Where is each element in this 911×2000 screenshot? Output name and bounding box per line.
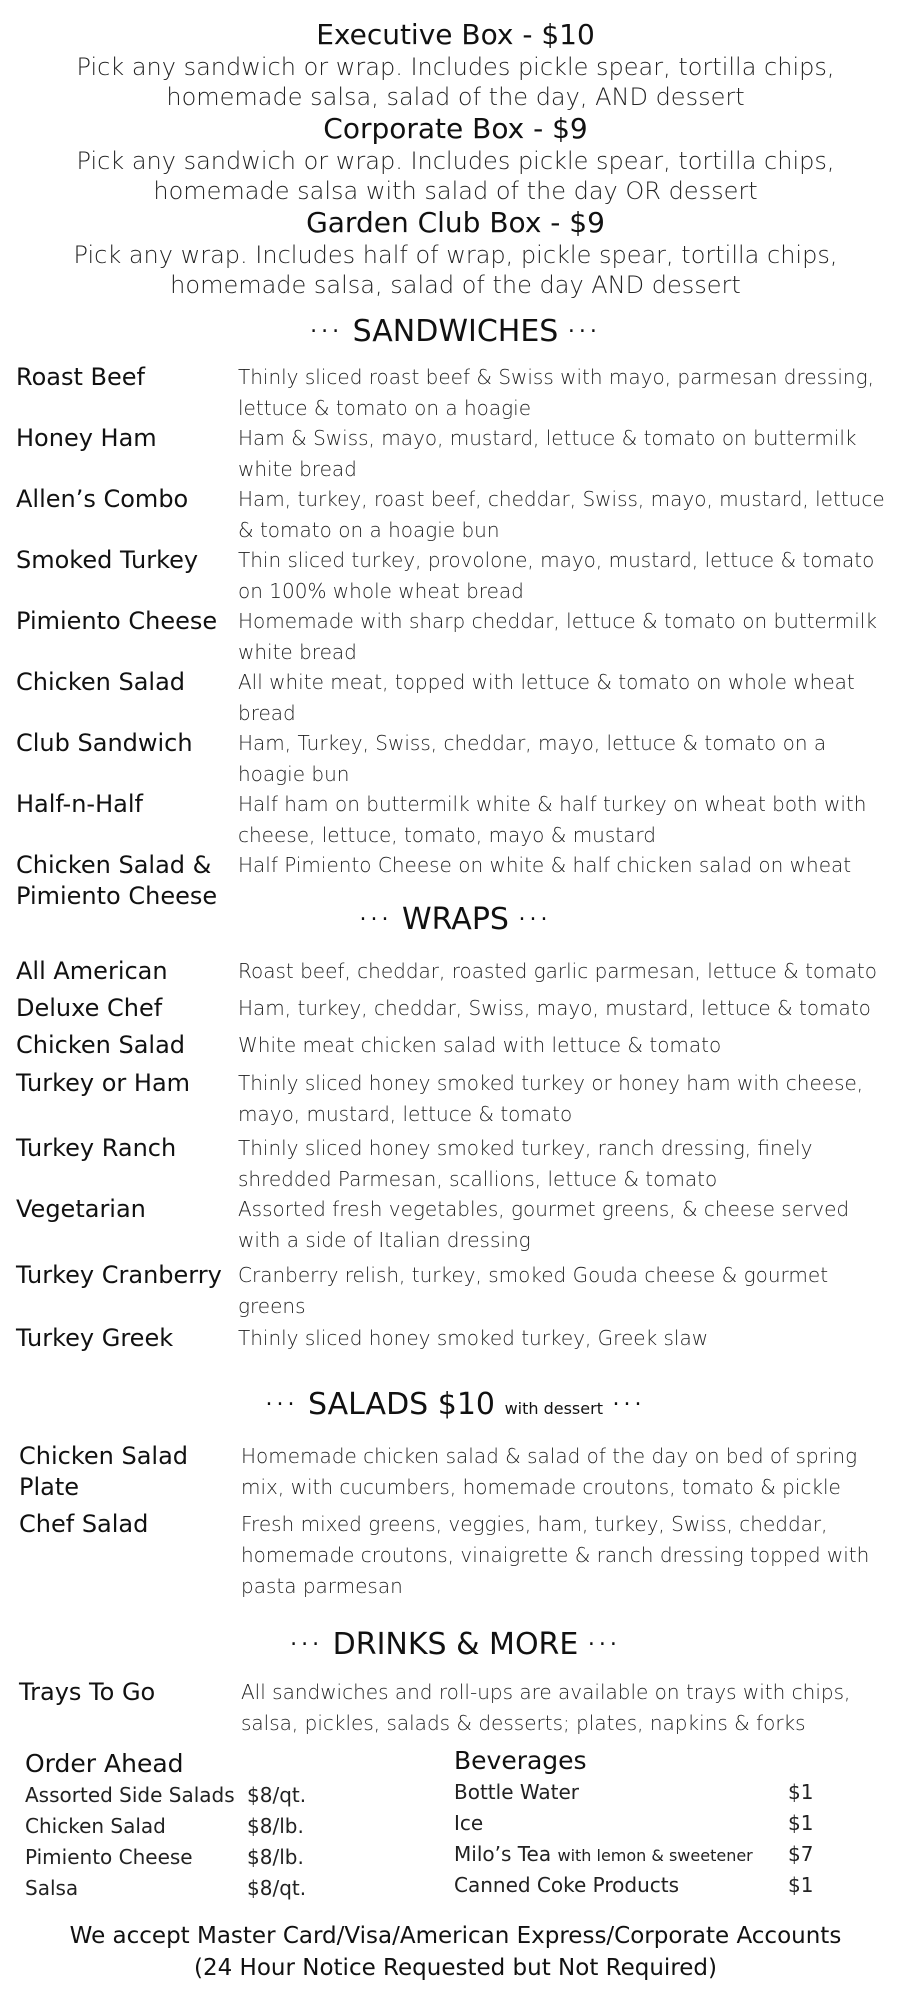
dots-left: ···: [290, 1632, 324, 1658]
garden-club-box: [0, 206, 911, 300]
item-desc: Ham, turkey, cheddar, Swiss, mayo, mustard, lettuce & tomato: [238, 996, 871, 1020]
beverage-item: [454, 1839, 753, 1871]
item-desc: Ham, Turkey, Swiss, cheddar, mayo, lettuce & tomato on a hoagie bun: [238, 731, 827, 786]
item-desc: Thinly sliced roast beef & Swiss with mayo, parmesan dressing, lettuce & tomato on a hoagie: [238, 365, 874, 420]
item-desc: Fresh mixed greens, veggies, ham, turkey, Swiss, cheddar, homemade croutons, vinaigrette & ranch dressing topped with pasta parmesan: [241, 1512, 870, 1598]
salads-note: with dessert: [504, 1399, 603, 1418]
item-name: Chicken Salad: [16, 1031, 186, 1059]
item-name: Deluxe Chef: [16, 994, 163, 1022]
order-ahead-item: Pimiento Cheese: [25, 1845, 193, 1869]
item-name: Turkey Ranch: [16, 1134, 177, 1162]
item-name: Turkey Cranberry: [16, 1261, 222, 1289]
order-ahead-item: Chicken Salad: [25, 1814, 166, 1838]
item-name: Chicken Salad & Pimiento Cheese: [16, 851, 218, 910]
dots-right: ···: [587, 1632, 621, 1658]
beverages-title: Beverages: [454, 1746, 587, 1775]
item-desc: Ham & Swiss, mayo, mustard, lettuce & tomato on buttermilk white bread: [238, 426, 857, 481]
item-desc: Thinly sliced honey smoked turkey, Greek slaw: [238, 1326, 709, 1350]
item-name: All American: [16, 957, 168, 985]
executive-box-desc-2: homemade salsa, salad of the day, AND dessert: [166, 83, 745, 111]
order-ahead-price: $8/lb.: [247, 1845, 304, 1869]
item-name: Roast Beef: [16, 363, 145, 391]
order-ahead-price: $8/qt.: [247, 1876, 307, 1900]
item-desc: White meat chicken salad with lettuce & tomato: [238, 1033, 722, 1057]
item-desc: All sandwiches and roll-ups are available on trays with chips, salsa, pickles, salads & desserts; plates, napkins & forks: [241, 1680, 851, 1735]
sandwiches-heading: [0, 312, 911, 353]
item-name: Honey Ham: [16, 424, 157, 452]
item-name: Pimiento Cheese: [16, 607, 218, 635]
wraps-heading: [0, 900, 911, 941]
item-name: Vegetarian: [16, 1195, 146, 1223]
item-desc: Homemade with sharp cheddar, lettuce & tomato on buttermilk white bread: [238, 609, 877, 664]
sandwiches-title: SANDWICHES: [352, 314, 559, 349]
item-name: Club Sandwich: [16, 729, 193, 757]
drinks-title: DRINKS & MORE: [332, 1627, 579, 1662]
salads-heading: [0, 1385, 911, 1429]
dots-left: ···: [359, 907, 393, 933]
item-name: Chicken Salad Plate: [19, 1442, 189, 1501]
item-desc: Ham, turkey, roast beef, cheddar, Swiss, mayo, mustard, lettuce & tomato on a hoagie bun: [238, 487, 885, 542]
executive-box-title: Executive Box - $10: [316, 18, 595, 51]
executive-box: [0, 18, 911, 112]
order-ahead-title: Order Ahead: [25, 1749, 184, 1778]
item-name: Chicken Salad: [16, 668, 186, 696]
item-desc: Thinly sliced honey smoked turkey or honey ham with cheese, mayo, mustard, lettuce & tomato: [238, 1071, 864, 1126]
item-desc: Cranberry relish, turkey, smoked Gouda cheese & gourmet greens: [238, 1263, 829, 1318]
dots-left: ···: [310, 319, 344, 345]
corporate-box: [0, 112, 911, 206]
item-name: Smoked Turkey: [16, 546, 199, 574]
order-ahead-item: Assorted Side Salads: [25, 1783, 235, 1807]
garden-club-box-desc-2: homemade salsa, salad of the day AND dessert: [170, 271, 741, 299]
item-desc: Roast beef, cheddar, roasted garlic parmesan, lettuce & tomato: [238, 959, 877, 983]
order-ahead-price: $8/qt.: [247, 1783, 307, 1807]
order-ahead-item: Salsa: [25, 1876, 79, 1900]
wraps-title: WRAPS: [402, 902, 509, 937]
beverage-item: Canned Coke Products: [454, 1873, 680, 1897]
beverage-price: $1: [788, 1780, 814, 1804]
beverage-name: Milo’s Tea: [454, 1842, 552, 1866]
item-name: Turkey or Ham: [16, 1069, 191, 1097]
dots-right: ···: [567, 319, 601, 345]
item-desc: Thin sliced turkey, provolone, mayo, mustard, lettuce & tomato on 100% whole wheat bread: [238, 548, 875, 603]
garden-club-box-title: Garden Club Box - $9: [306, 206, 605, 239]
beverage-item: Bottle Water: [454, 1780, 579, 1804]
item-desc: Half Pimiento Cheese on white & half chicken salad on wheat: [238, 853, 852, 877]
corporate-box-desc-1: Pick any sandwich or wrap. Includes pickle spear, tortilla chips,: [76, 147, 835, 175]
corporate-box-title: Corporate Box - $9: [323, 112, 588, 145]
garden-club-box-desc-1: Pick any wrap. Includes half of wrap, pickle spear, tortilla chips,: [73, 241, 838, 269]
dots-left: ···: [265, 1392, 299, 1418]
item-desc: Half ham on buttermilk white & half turkey on wheat both with cheese, lettuce, tomato, mayo & mustard: [238, 792, 867, 847]
item-desc: Homemade chicken salad & salad of the day on bed of spring mix, with cucumbers, homemade croutons, tomato & pickle: [241, 1444, 858, 1499]
item-desc: All white meat, topped with lettuce & tomato on whole wheat bread: [238, 670, 855, 725]
order-ahead-price: $8/lb.: [247, 1814, 304, 1838]
item-name: Trays To Go: [19, 1678, 156, 1706]
notice-line: (24 Hour Notice Requested but Not Required): [194, 1955, 717, 1981]
item-name: Turkey Greek: [16, 1324, 174, 1352]
beverage-item: Ice: [454, 1811, 484, 1835]
dots-right: ···: [612, 1392, 646, 1418]
item-name: Chef Salad: [19, 1510, 149, 1538]
beverage-note: with lemon & sweetener: [557, 1846, 753, 1865]
item-name: Half-n-Half: [16, 790, 143, 818]
beverage-price: $1: [788, 1811, 814, 1835]
beverage-price: $7: [788, 1842, 814, 1866]
drinks-heading: [0, 1625, 911, 1666]
beverage-price: $1: [788, 1873, 814, 1897]
item-name: Allen’s Combo: [16, 485, 189, 513]
corporate-box-desc-2: homemade salsa with salad of the day OR dessert: [153, 177, 758, 205]
executive-box-desc-1: Pick any sandwich or wrap. Includes pickle spear, tortilla chips,: [76, 53, 835, 81]
dots-right: ···: [518, 907, 552, 933]
salads-title: SALADS $10: [308, 1387, 496, 1422]
payment-line: We accept Master Card/Visa/American Express/Corporate Accounts: [69, 1923, 842, 1949]
item-desc: Thinly sliced honey smoked turkey, ranch dressing, finely shredded Parmesan, scallions, lettuce & tomato: [238, 1136, 813, 1191]
item-desc: Assorted fresh vegetables, gourmet greens, & cheese served with a side of Italian dressing: [238, 1197, 850, 1252]
